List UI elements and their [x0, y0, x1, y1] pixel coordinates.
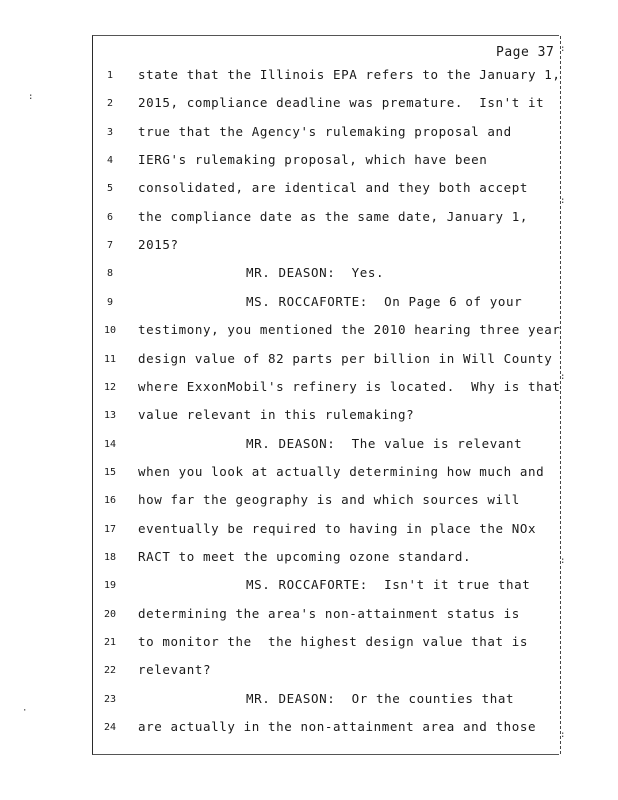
line-number: 13 — [103, 410, 117, 422]
transcript-line — [0, 350, 618, 370]
transcript-line — [0, 66, 618, 86]
transcript-line — [0, 661, 618, 681]
line-text: design value of 82 parts per billion in Will County — [138, 350, 553, 366]
line-text: testimony, you mentioned the 2010 hearing three year — [138, 322, 561, 338]
line-number: 5 — [106, 183, 114, 195]
transcript-line — [0, 576, 618, 596]
transcript-line — [0, 179, 618, 199]
line-text: when you look at actually determining how much and — [138, 463, 545, 479]
transcript-line — [0, 94, 618, 114]
line-number: 23 — [103, 693, 117, 705]
speaker-line-text: MR. DEASON: Yes. — [246, 265, 385, 281]
line-number: 8 — [106, 268, 114, 280]
line-text: true that the Agency's rulemaking proposal and — [138, 123, 512, 139]
line-number: 24 — [103, 722, 117, 734]
line-number: 9 — [106, 296, 114, 308]
line-text: are actually in the non-attainment area and those — [138, 719, 537, 735]
page-number: Page 37 — [496, 45, 555, 60]
transcript-line — [0, 406, 618, 426]
line-text: state that the Illinois EPA refers to the January 1, — [138, 67, 561, 82]
transcript-line — [0, 123, 618, 143]
line-text: relevant? — [138, 662, 212, 678]
line-text: RACT to meet the upcoming ozone standard. — [138, 548, 472, 564]
speaker-line-text: MS. ROCCAFORTE: On Page 6 of your — [246, 293, 523, 309]
line-number: 20 — [103, 608, 117, 620]
transcript-line — [0, 208, 618, 228]
line-text: eventually be required to having in place the NOx — [138, 520, 537, 536]
transcript-line — [0, 236, 618, 256]
line-number: 15 — [103, 466, 117, 478]
transcript-line — [0, 690, 618, 710]
line-text: where ExxonMobil's refinery is located. Why is that — [138, 378, 561, 394]
margin-speck: : — [560, 44, 566, 54]
transcript-line — [0, 633, 618, 653]
transcript-line — [0, 548, 618, 568]
line-number: 11 — [103, 353, 117, 365]
line-text: how far the geography is and which sources will — [138, 492, 520, 508]
transcript-line — [0, 605, 618, 625]
margin-speck: : — [28, 92, 34, 102]
line-text: to monitor the the highest design value that is — [138, 634, 529, 649]
margin-speck: : — [560, 730, 566, 740]
line-number: 22 — [103, 665, 117, 677]
speaker-line-text: MS. ROCCAFORTE: Isn't it true that — [246, 577, 531, 593]
line-number: 21 — [103, 637, 117, 648]
line-number: 18 — [103, 551, 117, 563]
transcript-line — [0, 520, 618, 540]
transcript-line — [0, 378, 618, 398]
line-number: 19 — [103, 580, 117, 592]
margin-speck: : — [560, 556, 566, 566]
transcript-line — [0, 463, 618, 483]
line-number: 12 — [103, 381, 117, 393]
margin-speck: · — [22, 706, 28, 716]
line-number: 7 — [106, 240, 114, 252]
line-number: 17 — [103, 523, 117, 535]
speaker-line-text: MR. DEASON: The value is relevant — [246, 435, 523, 451]
transcript-line — [0, 491, 618, 511]
line-number: 4 — [106, 155, 114, 167]
margin-speck: : — [560, 372, 566, 382]
transcript-line — [0, 293, 618, 313]
line-number: 16 — [103, 495, 117, 507]
speaker-line-text: MR. DEASON: Or the counties that — [246, 690, 515, 706]
transcript-line — [0, 264, 618, 284]
transcript-line — [0, 718, 618, 738]
line-text: value relevant in this rulemaking? — [138, 407, 415, 423]
transcript-line — [0, 435, 618, 455]
line-number: 10 — [103, 325, 117, 337]
line-number: 6 — [106, 211, 114, 223]
line-number: 2 — [106, 98, 114, 110]
transcript-line — [0, 321, 618, 341]
line-text: 2015? — [138, 237, 179, 253]
line-text: determining the area's non-attainment status is — [138, 605, 520, 621]
margin-speck: : — [560, 196, 566, 206]
line-number: 1 — [106, 70, 114, 81]
line-text: IERG's rulemaking proposal, which have been — [138, 152, 488, 168]
line-number: 14 — [103, 438, 117, 450]
transcript-line — [0, 151, 618, 171]
line-text: 2015, compliance deadline was premature. Isn't it — [138, 95, 545, 111]
line-number: 3 — [106, 126, 114, 138]
line-text: the compliance date as the same date, January 1, — [138, 208, 529, 224]
line-text: consolidated, are identical and they both accept — [138, 180, 529, 196]
